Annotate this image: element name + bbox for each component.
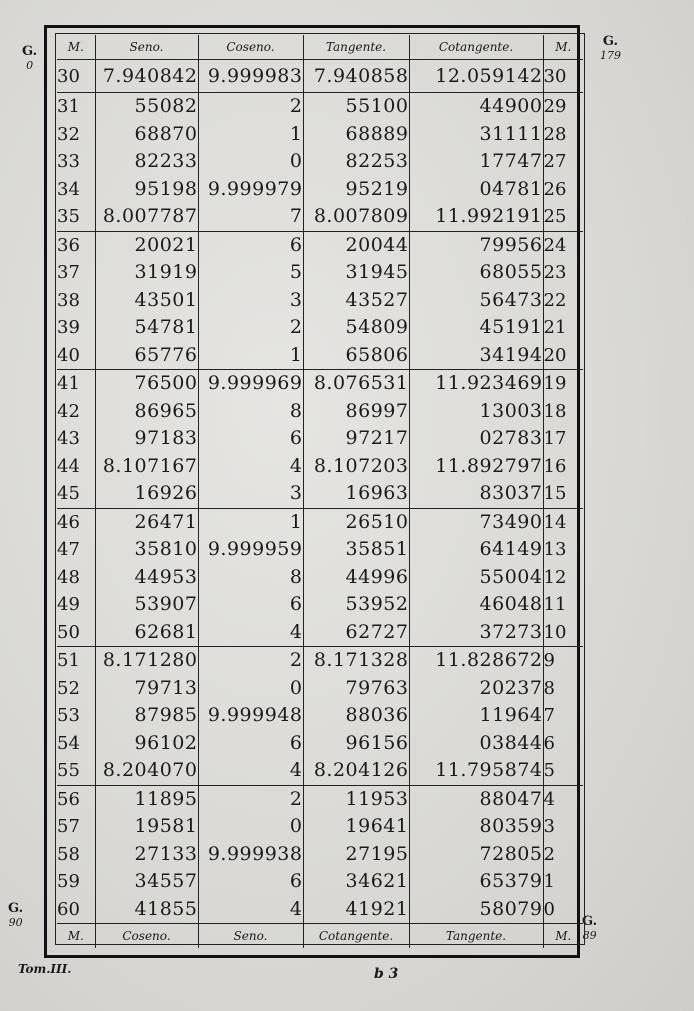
minute-left: 34 — [57, 178, 80, 200]
cotangent-value: 44900 — [409, 93, 543, 121]
minute-left: 41 — [57, 370, 95, 398]
minute-left: 52 — [57, 677, 80, 699]
tangent-value: 55100 — [303, 93, 409, 121]
cosine-value: 6 — [198, 591, 303, 619]
table-row — [57, 93, 583, 121]
sine-value: 79713 — [95, 675, 198, 703]
cosine-value: 1 — [198, 121, 303, 149]
cotangent-value: 58079 — [409, 896, 543, 924]
footer-cotangent: Cotangente. — [303, 924, 409, 949]
cosine-value: 4 — [198, 757, 303, 785]
cotangent-value: 20237 — [409, 675, 543, 703]
table-row — [57, 398, 583, 426]
table-row — [57, 647, 583, 675]
tangent-value: 97217 — [303, 425, 409, 453]
cotangent-value: 17747 — [409, 148, 543, 176]
cotangent-value: 11964 — [409, 702, 543, 730]
cotangent-value: 04781 — [409, 176, 543, 204]
cotangent-value: 11.828672 — [409, 647, 543, 675]
tangent-value: 95219 — [303, 176, 409, 204]
minute-right: 21 — [543, 314, 583, 342]
table-row — [57, 591, 583, 619]
minute-left: 33 — [57, 151, 80, 173]
tangent-value: 8.171328 — [303, 647, 409, 675]
minute-right: 9 — [543, 647, 583, 675]
minute-left: 53 — [57, 705, 80, 727]
cotangent-value: 34194 — [409, 342, 543, 370]
minute-right: 13 — [543, 536, 583, 564]
table-header — [57, 35, 583, 60]
table-row — [57, 868, 583, 896]
table-row — [57, 231, 583, 259]
minute-left: 55 — [57, 760, 80, 782]
tangent-value: 43527 — [303, 287, 409, 315]
footer-cosine: Coseno. — [95, 924, 198, 949]
cosine-value: 1 — [198, 508, 303, 536]
cosine-value: 7 — [198, 203, 303, 231]
tangent-value: 44996 — [303, 564, 409, 592]
table-row — [57, 785, 583, 813]
sine-value: 43501 — [95, 287, 198, 315]
sine-value: 34557 — [95, 868, 198, 896]
minute-left: 42 — [57, 400, 80, 422]
minute-left: 56 — [57, 785, 95, 813]
minute-right: 25 — [543, 203, 583, 231]
sine-value: 95198 — [95, 176, 198, 204]
corner-degree-top-right: G. 179 — [600, 34, 621, 62]
cotangent-value: 68055 — [409, 259, 543, 287]
sine-value: 31919 — [95, 259, 198, 287]
minute-left: 37 — [57, 262, 80, 284]
cosine-value: 8 — [198, 564, 303, 592]
sine-value: 26471 — [95, 508, 198, 536]
tangent-value: 26510 — [303, 508, 409, 536]
minute-right: 26 — [543, 176, 583, 204]
minute-right: 1 — [543, 868, 583, 896]
minute-right: 20 — [543, 342, 583, 370]
cosine-value: 1 — [198, 342, 303, 370]
minute-right: 8 — [543, 675, 583, 703]
corner-degree-top-left: G. 0 — [22, 44, 38, 72]
footer-sine: Seno. — [198, 924, 303, 949]
tangent-value: 68889 — [303, 121, 409, 149]
sine-value: 54781 — [95, 314, 198, 342]
tangent-value: 16963 — [303, 480, 409, 508]
minute-right: 3 — [543, 813, 583, 841]
minute-right: 10 — [543, 619, 583, 647]
tangent-value: 65806 — [303, 342, 409, 370]
cotangent-value: 11.923469 — [409, 370, 543, 398]
cosine-value: 8 — [198, 398, 303, 426]
corner-degree-bottom-left: G. 90 — [8, 901, 24, 929]
table-row — [57, 370, 583, 398]
cotangent-value: 79956 — [409, 231, 543, 259]
sine-value: 76500 — [95, 370, 198, 398]
cotangent-value: 46048 — [409, 591, 543, 619]
minute-right: 19 — [543, 370, 583, 398]
tangent-value: 54809 — [303, 314, 409, 342]
header-minutes-right: M. — [543, 35, 583, 60]
cosine-value: 5 — [198, 259, 303, 287]
table-row — [57, 453, 583, 481]
sine-value: 16926 — [95, 480, 198, 508]
cosine-value: 2 — [198, 647, 303, 675]
tangent-value: 8.204126 — [303, 757, 409, 785]
sine-value: 82233 — [95, 148, 198, 176]
tangent-value: 11953 — [303, 785, 409, 813]
sine-value: 41855 — [95, 896, 198, 924]
sine-value: 7.940842 — [95, 60, 198, 93]
cotangent-value: 73490 — [409, 508, 543, 536]
cotangent-value: 72805 — [409, 841, 543, 869]
tangent-value: 19641 — [303, 813, 409, 841]
minute-left: 45 — [57, 483, 80, 505]
sine-value: 62681 — [95, 619, 198, 647]
cotangent-value: 80359 — [409, 813, 543, 841]
cosine-value: 9.999948 — [198, 702, 303, 730]
minute-right: 12 — [543, 564, 583, 592]
sine-value: 19581 — [95, 813, 198, 841]
header-cosine: Coseno. — [198, 35, 303, 60]
minute-left: 43 — [57, 428, 80, 450]
minute-right: 29 — [543, 93, 583, 121]
table-row — [57, 536, 583, 564]
sine-value: 53907 — [95, 591, 198, 619]
tangent-value: 86997 — [303, 398, 409, 426]
cosine-value: 2 — [198, 785, 303, 813]
table-row — [57, 730, 583, 758]
sine-value: 8.007787 — [95, 203, 198, 231]
table-row — [57, 508, 583, 536]
minute-right: 27 — [543, 148, 583, 176]
tangent-value: 88036 — [303, 702, 409, 730]
cosine-value: 6 — [198, 868, 303, 896]
cosine-value: 9.999938 — [198, 841, 303, 869]
footer-minutes-left: M. — [57, 924, 95, 949]
cotangent-value: 11.892797 — [409, 453, 543, 481]
cotangent-value: 02783 — [409, 425, 543, 453]
cosine-value: 2 — [198, 93, 303, 121]
table-row — [57, 480, 583, 508]
table-row — [57, 314, 583, 342]
cosine-value: 9.999959 — [198, 536, 303, 564]
tangent-value: 41921 — [303, 896, 409, 924]
minute-left: 35 — [57, 206, 80, 228]
minute-left: 59 — [57, 871, 80, 893]
minute-right: 18 — [543, 398, 583, 426]
cotangent-value: 55004 — [409, 564, 543, 592]
cosine-value: 0 — [198, 813, 303, 841]
cotangent-value: 65379 — [409, 868, 543, 896]
sine-value: 35810 — [95, 536, 198, 564]
tangent-value: 8.076531 — [303, 370, 409, 398]
cosine-value: 3 — [198, 480, 303, 508]
cosine-value: 0 — [198, 148, 303, 176]
table-row — [57, 342, 583, 370]
minute-right: 22 — [543, 287, 583, 315]
cosine-value: 4 — [198, 453, 303, 481]
table-row — [57, 702, 583, 730]
minute-right: 6 — [543, 730, 583, 758]
cosine-value: 9.999983 — [198, 60, 303, 93]
cotangent-value: 64149 — [409, 536, 543, 564]
minute-right: 0 — [543, 896, 583, 924]
table-footer — [57, 924, 583, 949]
tangent-value: 31945 — [303, 259, 409, 287]
cotangent-value: 31111 — [409, 121, 543, 149]
sine-value: 86965 — [95, 398, 198, 426]
minute-right: 16 — [543, 453, 583, 481]
minute-right: 24 — [543, 231, 583, 259]
table-row — [57, 757, 583, 785]
sine-value: 68870 — [95, 121, 198, 149]
table-row — [57, 813, 583, 841]
table-row — [57, 203, 583, 231]
table-row — [57, 287, 583, 315]
table-row — [57, 176, 583, 204]
minute-left: 46 — [57, 508, 95, 536]
cosine-value: 4 — [198, 896, 303, 924]
minute-left: 30 — [57, 65, 80, 87]
minute-right: 2 — [543, 841, 583, 869]
minute-left: 38 — [57, 289, 80, 311]
minute-left: 39 — [57, 317, 80, 339]
cosine-value: 6 — [198, 425, 303, 453]
cosine-value: 4 — [198, 619, 303, 647]
tangent-value: 20044 — [303, 231, 409, 259]
sine-value: 87985 — [95, 702, 198, 730]
tangent-value: 8.107203 — [303, 453, 409, 481]
tangent-value: 27195 — [303, 841, 409, 869]
minute-left: 44 — [57, 455, 80, 477]
sine-value: 11895 — [95, 785, 198, 813]
table-row — [57, 896, 583, 924]
header-sine: Seno. — [95, 35, 198, 60]
footer-minutes-right: M. — [543, 924, 583, 949]
volume-label: Tom.III. — [18, 962, 72, 976]
cosine-value: 9.999969 — [198, 370, 303, 398]
minute-left: 49 — [57, 594, 80, 616]
minute-left: 31 — [57, 93, 95, 121]
minute-right: 23 — [543, 259, 583, 287]
cosine-value: 3 — [198, 287, 303, 315]
minute-left: 50 — [57, 621, 80, 643]
minute-left: 58 — [57, 843, 80, 865]
sine-value: 65776 — [95, 342, 198, 370]
sine-value: 8.171280 — [95, 647, 198, 675]
cotangent-value: 11.795874 — [409, 757, 543, 785]
sine-value: 20021 — [95, 231, 198, 259]
sine-value: 44953 — [95, 564, 198, 592]
table-row — [57, 259, 583, 287]
corner-degree-bottom-right: G. 89 — [582, 914, 598, 942]
header-minutes-left: M. — [57, 35, 95, 60]
minute-right: 5 — [543, 757, 583, 785]
trig-log-table — [57, 35, 583, 948]
tangent-value: 7.940858 — [303, 60, 409, 93]
minute-right: 28 — [543, 121, 583, 149]
cotangent-value: 45191 — [409, 314, 543, 342]
minute-left: 54 — [57, 732, 80, 754]
minute-left: 57 — [57, 816, 80, 838]
tangent-value: 96156 — [303, 730, 409, 758]
minute-left: 51 — [57, 647, 95, 675]
minute-right: 11 — [543, 591, 583, 619]
table-row — [57, 425, 583, 453]
sine-value: 8.107167 — [95, 453, 198, 481]
cosine-value: 0 — [198, 675, 303, 703]
minute-left: 32 — [57, 123, 80, 145]
cosine-value: 6 — [198, 730, 303, 758]
cotangent-value: 56473 — [409, 287, 543, 315]
tangent-value: 34621 — [303, 868, 409, 896]
tangent-value: 8.007809 — [303, 203, 409, 231]
sine-value: 8.204070 — [95, 757, 198, 785]
cotangent-value: 13003 — [409, 398, 543, 426]
footer-tangent: Tangente. — [409, 924, 543, 949]
tangent-value: 82253 — [303, 148, 409, 176]
minute-right: 15 — [543, 480, 583, 508]
table-row — [57, 619, 583, 647]
table-body — [57, 60, 583, 924]
table-row — [57, 841, 583, 869]
minute-right: 17 — [543, 425, 583, 453]
minute-right: 30 — [543, 60, 583, 93]
printer-signature: b 3 — [374, 966, 399, 982]
cosine-value: 6 — [198, 231, 303, 259]
table-row — [57, 675, 583, 703]
table-row — [57, 121, 583, 149]
minute-right: 7 — [543, 702, 583, 730]
minute-right: 14 — [543, 508, 583, 536]
minute-right: 4 — [543, 785, 583, 813]
cotangent-value: 03844 — [409, 730, 543, 758]
tangent-value: 35851 — [303, 536, 409, 564]
sine-value: 55082 — [95, 93, 198, 121]
cotangent-value: 88047 — [409, 785, 543, 813]
sine-value: 97183 — [95, 425, 198, 453]
sine-value: 96102 — [95, 730, 198, 758]
tangent-value: 53952 — [303, 591, 409, 619]
header-cotangent: Cotangente. — [409, 35, 543, 60]
table-row — [57, 564, 583, 592]
header-tangent: Tangente. — [303, 35, 409, 60]
cotangent-value: 83037 — [409, 480, 543, 508]
minute-left: 48 — [57, 566, 80, 588]
cotangent-value: 37273 — [409, 619, 543, 647]
cotangent-value: 11.992191 — [409, 203, 543, 231]
sine-value: 27133 — [95, 841, 198, 869]
table-row — [57, 60, 583, 93]
cosine-value: 2 — [198, 314, 303, 342]
minute-left: 47 — [57, 539, 80, 561]
cosine-value: 9.999979 — [198, 176, 303, 204]
tangent-value: 79763 — [303, 675, 409, 703]
cotangent-value: 12.059142 — [409, 60, 543, 93]
tangent-value: 62727 — [303, 619, 409, 647]
minute-left: 36 — [57, 231, 95, 259]
table-row — [57, 148, 583, 176]
minute-left: 40 — [57, 344, 80, 366]
minute-left: 60 — [57, 898, 80, 920]
